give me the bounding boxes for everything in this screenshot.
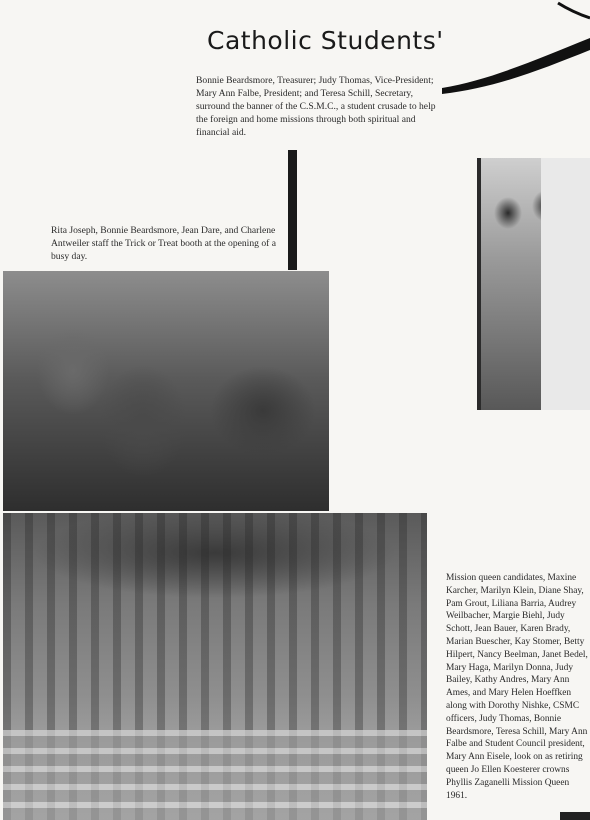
decorative-swoosh bbox=[440, 0, 590, 95]
decorative-bar bbox=[288, 150, 297, 270]
stairs-detail bbox=[3, 730, 427, 820]
trick-or-treat-booth-photo bbox=[3, 271, 329, 511]
page-title: Catholic Students' bbox=[207, 26, 444, 55]
officers-banner-photo bbox=[477, 158, 590, 410]
queens-caption: Mission queen candidates, Maxine Karcher, Marilyn Klein, Diane Shay, Pam Grout, Liliana Barria, Audrey Weilbacher, Margie Biehl, Judy Schott, Jean Bauer, Karen Brady, Marian Buescher, Kay Stomer, Betty Hilpert, Nancy Beelman, Janet Bedel, Mary Haga, Marilyn Donna, Judy Bailey, Kathy Andres, Mary Ann Ames, and Mary Helen Hoeffken along with Dorothy Nishke, CSMC officers, Judy Thomas, Bonnie Beardsmore, Teresa Schill, Mary Ann Falbe and Student Council president, Mary Ann Eisele, look on as retiring queen Jo Ellen Koesterer crowns Phyllis Zaganelli Mission Queen 1961. bbox=[446, 573, 588, 801]
officers-caption: Bonnie Beardsmore, Treasurer; Judy Thomas, Vice-President; Mary Ann Falbe, President; and Teresa Schill, Secretary, surround the banner of the C.S.M.C., a student crusade to help the foreign and home missions through both spiritual and financial aid. bbox=[196, 75, 436, 138]
booth-caption: Rita Joseph, Bonnie Beardsmore, Jean Dare, and Charlene Antweiler staff the Trick or Treat booth at the opening of a busy day. bbox=[51, 225, 276, 262]
corner-mark bbox=[560, 812, 590, 820]
mission-queen-candidates-photo bbox=[3, 513, 427, 820]
